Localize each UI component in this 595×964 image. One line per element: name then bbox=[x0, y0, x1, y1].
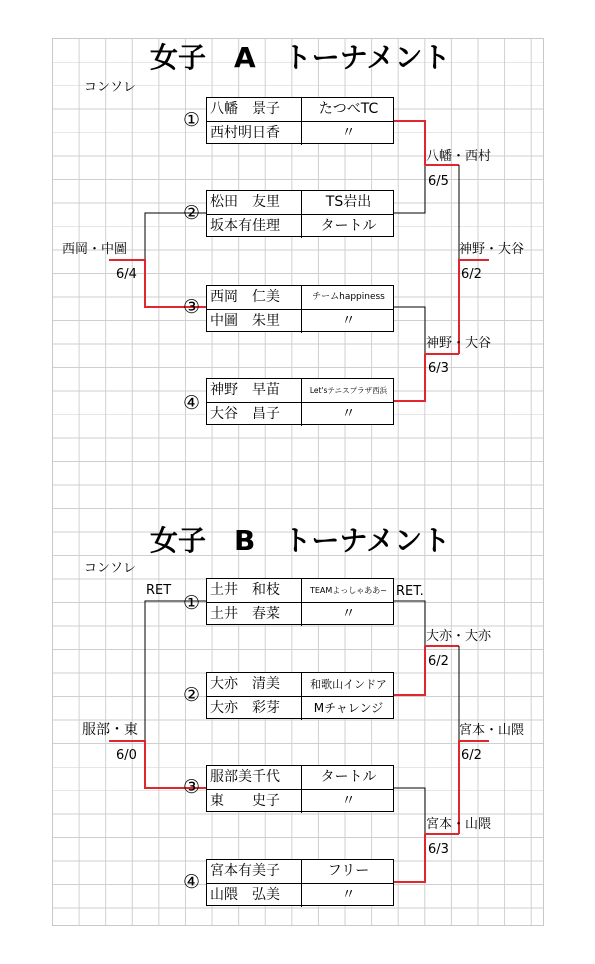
player-club: フリー bbox=[301, 860, 395, 883]
bracket-line bbox=[394, 307, 425, 354]
player-club: Mチャレンジ bbox=[301, 697, 395, 720]
semi1-score-b: 6/2 bbox=[428, 654, 449, 669]
player-name: 土井 春菜 bbox=[210, 606, 280, 622]
player-name: 西岡 仁美 bbox=[210, 289, 280, 305]
consolation-score-b: 6/0 bbox=[116, 748, 137, 763]
final-winner-a: 神野・大谷 bbox=[459, 242, 525, 257]
match-box-a1 bbox=[206, 97, 394, 144]
semi1-winner-b: 大亦・大亦 bbox=[426, 629, 492, 644]
tournament-b-title: 女子 B トーナメント bbox=[150, 524, 451, 557]
match-number: ② bbox=[183, 202, 201, 224]
player-name: 東 史子 bbox=[210, 793, 280, 809]
player-name: 服部美千代 bbox=[210, 769, 280, 785]
player-club: チームhappiness bbox=[301, 286, 395, 309]
player-club: たつべTC bbox=[301, 98, 395, 121]
match-number: ① bbox=[183, 592, 201, 614]
player-name: 中圖 朱里 bbox=[210, 313, 280, 329]
consolation-label-a: コンソレ bbox=[84, 80, 137, 95]
semi2-winner-a: 神野・大谷 bbox=[426, 336, 492, 351]
ret-label-right: RET. bbox=[396, 584, 424, 599]
player-club: タートル bbox=[301, 215, 395, 238]
semi2-score-b: 6/3 bbox=[428, 842, 449, 857]
player-club: 〃 bbox=[301, 403, 395, 426]
player-club: TEAMよっしゃああ~ bbox=[301, 579, 395, 602]
consolation-score-a: 6/4 bbox=[116, 267, 137, 282]
consolation-winner-b: 服部・東 bbox=[82, 722, 138, 738]
player-club: 和歌山インドア bbox=[301, 673, 395, 696]
player-club: 〃 bbox=[301, 790, 395, 813]
ret-label-left: RET bbox=[146, 583, 172, 598]
player-name: 松田 友里 bbox=[210, 194, 280, 210]
final-winner-b: 宮本・山隈 bbox=[459, 723, 525, 738]
tournament-a-title: 女子 A トーナメント bbox=[150, 41, 451, 74]
player-club: 〃 bbox=[301, 603, 395, 626]
player-name: 宮本有美子 bbox=[210, 863, 280, 879]
player-club: 〃 bbox=[301, 884, 395, 907]
final-score-a: 6/2 bbox=[461, 267, 482, 282]
player-name: 土井 和枝 bbox=[210, 582, 280, 598]
bracket-line bbox=[394, 788, 425, 834]
player-name: 神野 早苗 bbox=[210, 382, 280, 398]
player-name: 八幡 景子 bbox=[210, 101, 280, 117]
bracket-line bbox=[145, 601, 206, 741]
consolation-label-b: コンソレ bbox=[84, 561, 137, 576]
player-name: 西村明日香 bbox=[210, 125, 280, 141]
player-name: 大谷 昌子 bbox=[210, 406, 280, 422]
player-club: 〃 bbox=[301, 310, 395, 333]
match-box-b3 bbox=[206, 765, 394, 812]
winner-line bbox=[394, 834, 425, 882]
semi1-score-a: 6/5 bbox=[428, 174, 449, 189]
player-club: 〃 bbox=[301, 122, 395, 145]
player-name: 山隈 弘美 bbox=[210, 887, 280, 903]
player-club: タートル bbox=[301, 766, 395, 789]
semi2-score-a: 6/3 bbox=[428, 361, 449, 376]
match-box-b4 bbox=[206, 859, 394, 906]
consolation-winner-a: 西岡・中圖 bbox=[62, 242, 128, 257]
match-number: ④ bbox=[183, 392, 201, 414]
winner-line bbox=[394, 354, 425, 401]
player-name: 坂本有佳理 bbox=[210, 218, 280, 234]
player-club: Let'sテニスプラザ西浜 bbox=[301, 379, 395, 402]
winner-line bbox=[394, 646, 425, 695]
player-name: 大亦 彩芽 bbox=[210, 700, 280, 716]
winner-line bbox=[394, 121, 425, 165]
bracket-line bbox=[394, 165, 425, 213]
bracket-line bbox=[394, 601, 425, 646]
player-name: 大亦 清美 bbox=[210, 676, 280, 692]
match-number: ② bbox=[183, 684, 201, 706]
match-number: ③ bbox=[183, 776, 201, 798]
semi2-winner-b: 宮本・山隈 bbox=[426, 817, 492, 832]
match-number: ④ bbox=[183, 871, 201, 893]
match-box-a4 bbox=[206, 378, 394, 425]
match-box-b1 bbox=[206, 578, 394, 625]
player-club: TS岩出 bbox=[301, 191, 395, 214]
match-number: ① bbox=[183, 109, 201, 131]
match-box-b2 bbox=[206, 672, 394, 719]
semi1-winner-a: 八幡・西村 bbox=[426, 149, 492, 164]
match-number: ③ bbox=[183, 296, 201, 318]
final-score-b: 6/2 bbox=[461, 748, 482, 763]
match-box-a2 bbox=[206, 190, 394, 237]
match-box-a3 bbox=[206, 285, 394, 332]
